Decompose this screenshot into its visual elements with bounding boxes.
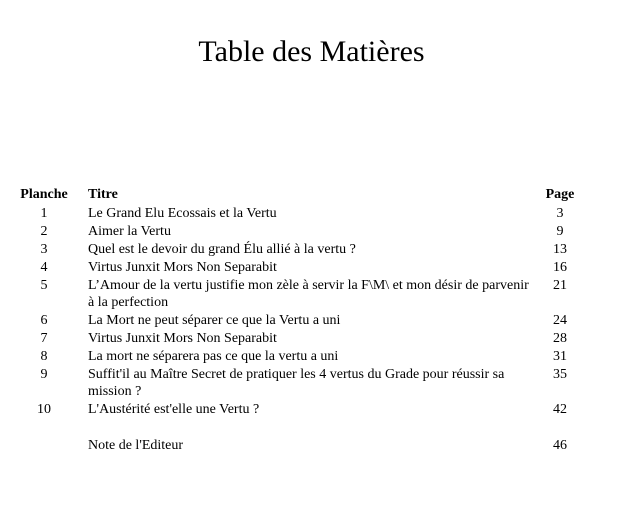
entry-title: Virtus Junxit Mors Non Separabit <box>88 331 277 346</box>
entry-title: Suffit'il au Maître Secret de pratiquer les 4 vertus du Grade pour réussir sa mission ? <box>88 367 505 399</box>
page-number: 42 <box>553 402 567 417</box>
table-row <box>14 348 588 366</box>
table-row-note <box>14 437 588 455</box>
table-of-contents <box>14 186 588 455</box>
page-number: 21 <box>553 278 567 293</box>
table-row <box>14 241 588 259</box>
entry-title: La Mort ne peut séparer ce que la Vertu a uni <box>88 313 341 328</box>
page-number: 35 <box>553 367 567 382</box>
entry-title: Virtus Junxit Mors Non Separabit <box>88 260 277 275</box>
table-row <box>14 312 588 330</box>
table-row <box>14 277 588 312</box>
planche-number: 7 <box>40 331 48 346</box>
planche-number: 8 <box>40 349 48 364</box>
entry-title: Quel est le devoir du grand Élu allié à la vertu ? <box>88 242 356 257</box>
page-number: 31 <box>553 349 567 364</box>
table-row <box>14 205 588 223</box>
table-row <box>14 330 588 348</box>
table-row <box>14 366 588 401</box>
page-number: 24 <box>553 313 567 328</box>
table-row <box>14 223 588 241</box>
planche-number: 5 <box>40 278 48 293</box>
page-number: 3 <box>556 206 564 221</box>
entry-title: Aimer la Vertu <box>88 224 171 239</box>
planche-number-empty <box>14 437 74 455</box>
entry-title: L’Amour de la vertu justifie mon zèle à servir la F\M\ et mon désir de parvenir à la perfection <box>88 278 529 310</box>
entry-title: La mort ne séparera pas ce que la vertu a uni <box>88 349 339 364</box>
entry-title: Le Grand Elu Ecossais et la Vertu <box>88 206 277 221</box>
note-title: Note de l'Editeur <box>88 438 184 453</box>
entry-title: L'Austérité est'elle une Vertu ? <box>88 402 260 417</box>
table-row <box>14 259 588 277</box>
page-number: 9 <box>556 224 564 239</box>
planche-number: 4 <box>40 260 48 275</box>
page-number: 16 <box>553 260 567 275</box>
table-row <box>14 401 588 419</box>
planche-number: 6 <box>40 313 48 328</box>
page-number: 28 <box>553 331 567 346</box>
planche-number: 10 <box>37 402 51 417</box>
planche-number: 1 <box>40 206 48 221</box>
header-planche: Planche <box>20 187 68 202</box>
header-page: Page <box>545 187 575 202</box>
planche-number: 2 <box>40 224 48 239</box>
page-title: Table des Matières <box>198 35 425 69</box>
note-page-number: 46 <box>553 438 567 453</box>
row-spacer <box>14 419 588 437</box>
header-titre: Titre <box>88 187 118 202</box>
planche-number: 9 <box>40 367 48 382</box>
planche-number: 3 <box>40 242 48 257</box>
page-number: 13 <box>553 242 567 257</box>
table-header-row <box>14 186 588 205</box>
